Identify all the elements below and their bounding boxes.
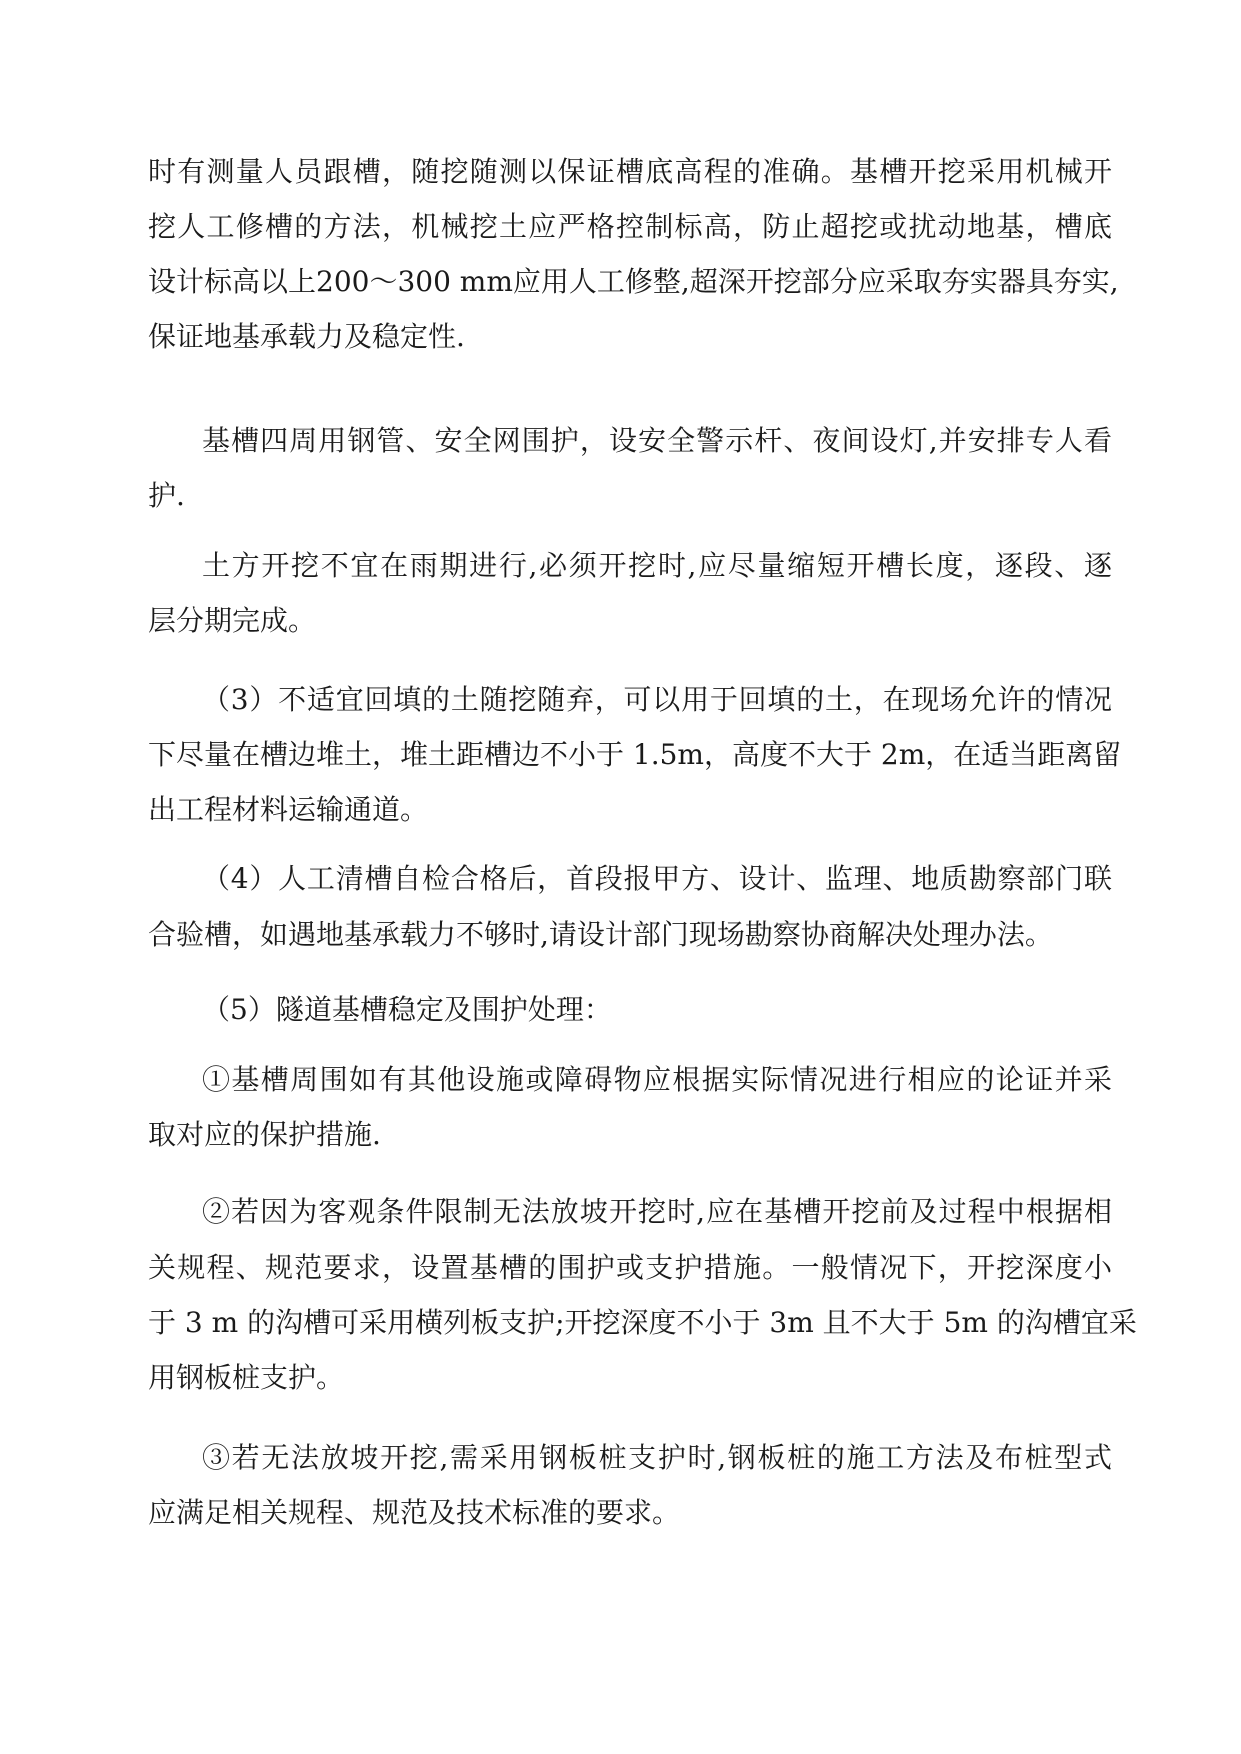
text-line: 出工程材料运输通道。 xyxy=(148,793,429,826)
text-line: 层分期完成。 xyxy=(148,604,317,637)
text-line: 设计标高以上200～300 mm应用人工修整,超深开挖部分应采取夯实器具夯实, xyxy=(148,265,1119,298)
text-line: 挖人工修槽的方法，机械挖土应严格控制标高，防止超挖或扰动地基，槽底 xyxy=(148,210,1112,243)
text-line: （3）不适宜回填的土随挖随弃，可以用于回填的土，在现场允许的情况 xyxy=(202,683,1112,716)
text-line: （4）人工清槽自检合格后，首段报甲方、设计、监理、地质勘察部门联 xyxy=(202,862,1112,895)
text-line: 合验槽，如遇地基承载力不够时,请设计部门现场勘察协商解决处理办法。 xyxy=(148,918,1053,951)
text-line: 保证地基承载力及稳定性. xyxy=(148,320,465,353)
text-line: 基槽四周用钢管、安全网围护，设安全警示杆、夜间设灯,并安排专人看 xyxy=(202,424,1112,457)
text-line: ①基槽周围如有其他设施或障碍物应根据实际情况进行相应的论证并采 xyxy=(202,1063,1112,1096)
text-line: 关规程、规范要求，设置基槽的围护或支护措施。一般情况下，开挖深度小 xyxy=(148,1251,1112,1284)
text-line: 下尽量在槽边堆土，堆土距槽边不小于 1.5m，高度不大于 2m，在适当距离留 xyxy=(148,738,1122,771)
text-line: 用钢板桩支护。 xyxy=(148,1361,345,1394)
text-line: 于 3 m 的沟槽可采用横列板支护;开挖深度不小于 3m 且不大于 5m 的沟槽宜采 xyxy=(148,1306,1137,1339)
text-line: （5）隧道基槽稳定及围护处理： xyxy=(202,993,612,1026)
text-line: 应满足相关规程、规范及技术标准的要求。 xyxy=(148,1496,681,1529)
text-line: 土方开挖不宜在雨期进行,必须开挖时,应尽量缩短开槽长度，逐段、逐 xyxy=(202,549,1112,582)
text-line: 取对应的保护措施. xyxy=(148,1118,381,1151)
text-line: ②若因为客观条件限制无法放坡开挖时,应在基槽开挖前及过程中根据相 xyxy=(202,1195,1112,1228)
text-line: ③若无法放坡开挖,需采用钢板桩支护时,钢板桩的施工方法及布桩型式 xyxy=(202,1441,1112,1474)
text-line: 时有测量人员跟槽，随挖随测以保证槽底高程的准确。基槽开挖采用机械开 xyxy=(148,155,1112,188)
text-line: 护. xyxy=(148,479,185,512)
